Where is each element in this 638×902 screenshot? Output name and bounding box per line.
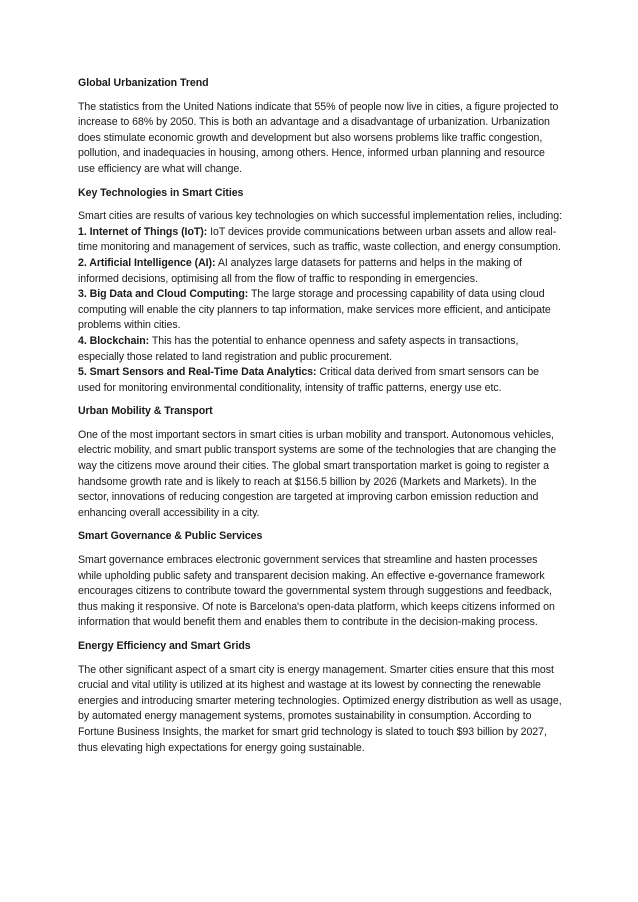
section-heading-smart-governance: Smart Governance & Public Services (78, 530, 263, 543)
paragraph-smart-governance: Smart governance embraces electronic government services that streamline and hasten processes while upholding public safety and transparent decision making. An effective e-governance framework encourages citizens to contribute toward the governmental system through suggestions and feedback, thus making it responsive. Of note is Barcelona's open-data platform, which keeps citizens informed on information that would benefit them and enables them to contribute in the decision-making process. (78, 554, 555, 629)
section-heading-global-urbanization: Global Urbanization Trend (78, 77, 209, 89)
list-item-label: 1. Internet of Things (IoT): (78, 225, 208, 238)
list-item-label: 4. Blockchain: (78, 334, 150, 347)
list-item-ai (78, 256, 562, 287)
list-item-text: The large storage and processing capability of data using cloud computing will enable the city planners to tap information, make services more efficient, and anticipate problems within cities. (78, 288, 551, 332)
list-item-blockchain (78, 334, 562, 365)
list-item-label: 5. Smart Sensors and Real-Time Data Analytics: (78, 366, 317, 379)
document-page (78, 76, 562, 764)
list-item-iot (78, 225, 562, 256)
list-item-smart-sensors (78, 365, 562, 396)
list-item-label: 2. Artificial Intelligence (AI): (78, 256, 216, 269)
key-technologies-intro: Smart cities are results of various key technologies on which successful implementation relies, including: (78, 210, 563, 223)
key-technologies-list (78, 209, 562, 396)
list-item-text: IoT devices provide communications between urban assets and allow real-time monitoring and management of services, such as traffic, waste collection, and energy consumption. (78, 225, 561, 254)
section-heading-key-technologies: Key Technologies in Smart Cities (78, 186, 244, 199)
list-item-big-data (78, 287, 562, 334)
list-item-label: 3. Big Data and Cloud Computing: (78, 288, 249, 301)
list-item-text: This has the potential to enhance openness and safety aspects in transactions, especially those related to land registration and public procurement. (78, 334, 519, 363)
paragraph-energy-efficiency: The other significant aspect of a smart city is energy management. Smarter cities ensure that this most crucial and vital utility is utilized at its highest and wastage at its lowest by connecting the renewable energies and introducing smarter metering technologies. Optimized energy distribution as well as usage, by automated energy management systems, promotes sustainability in consumption. According to Fortune Business Insights, the market for smart grid technology is slated to touch $93 billion by 2027, thus elevating high expectations for energy going sustainable. (78, 663, 562, 754)
paragraph-urban-mobility: One of the most important sectors in smart cities is urban mobility and transport. Autonomous vehicles, electric mobility, and smart public transport systems are some of the technologies that are changing the way the citizens move around their cities. The global smart transportation market is going to register a handsome growth rate and is likely to reach at $156.5 billion by 2026 (Markets and Markets). In the sector, innovations of reducing congestion are targeted at improving carbon emission reduction and enhancing overall accessibility in a city. (78, 428, 557, 519)
paragraph-global-urbanization: The statistics from the United Nations indicate that 55% of people now live in cities, a figure projected to increase to 68% by 2050. This is both an advantage and a disadvantage of urbanization. Urbanization does stimulate economic growth and development but also worsens problems like traffic congestion, pollution, and inadequacies in housing, among others. Hence, informed urban planning and resource use efficiency are what will change. (78, 100, 559, 175)
section-heading-urban-mobility: Urban Mobility & Transport (78, 405, 213, 418)
section-heading-energy-efficiency: Energy Efficiency and Smart Grids (78, 640, 251, 652)
list-item-text: AI analyzes large datasets for patterns and helps in the making of informed decisions, optimising all from the flow of traffic to responding in emergencies. (78, 256, 522, 285)
list-item-text: Critical data derived from smart sensors can be used for monitoring environmental conditionality, intensity of traffic patterns, energy use etc. (78, 366, 540, 394)
